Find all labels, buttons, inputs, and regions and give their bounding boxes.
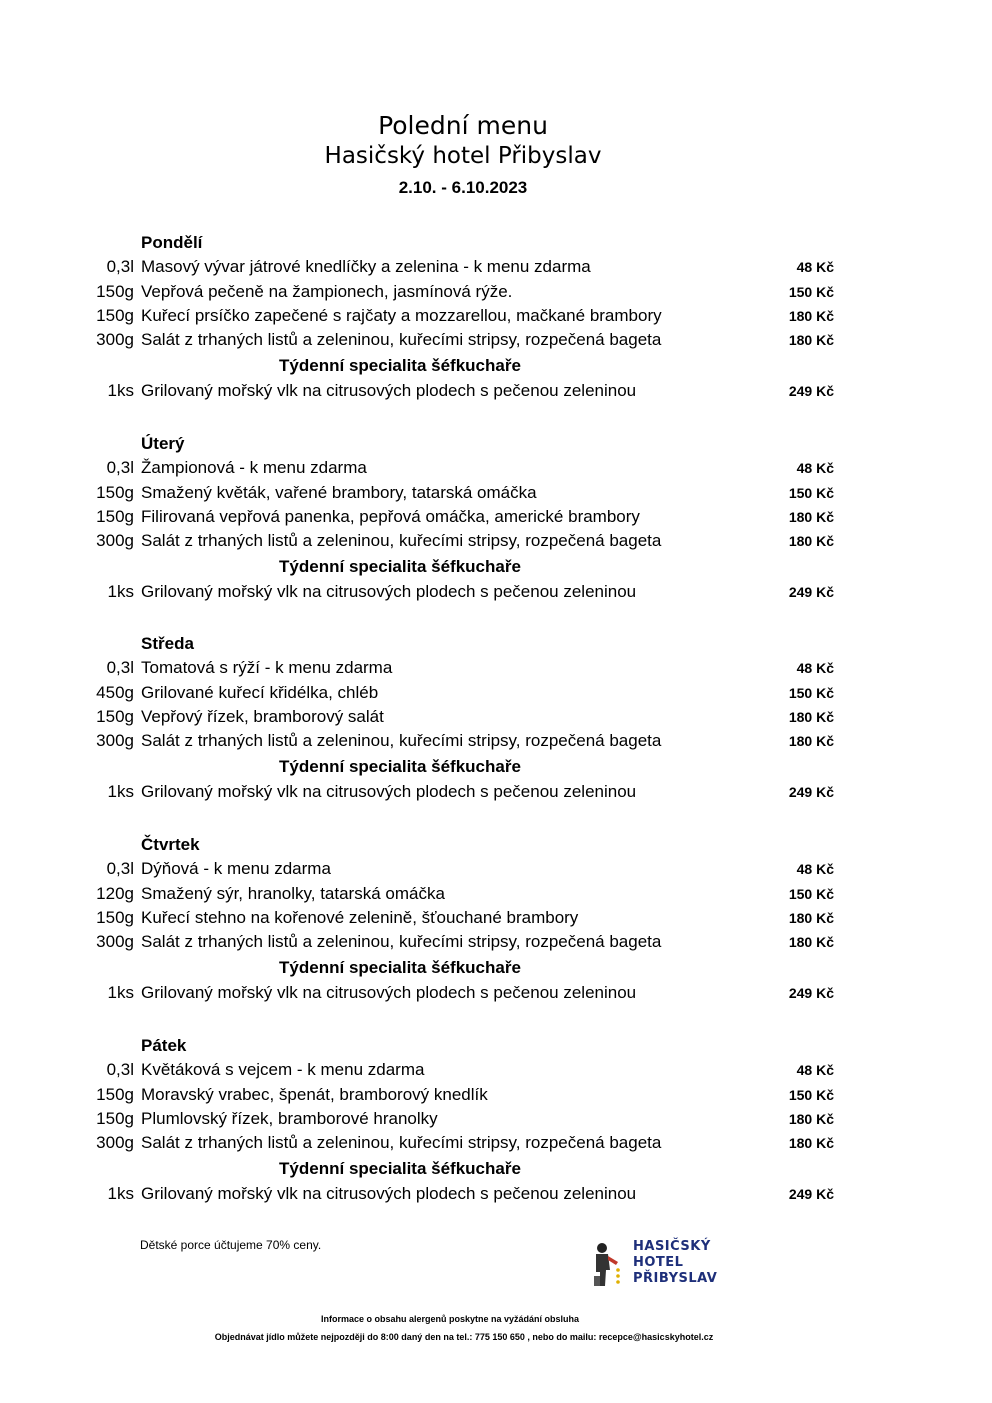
day-section <box>0 233 992 409</box>
weekly-special-label: Týdenní specialita šéfkuchaře <box>279 757 521 776</box>
children-portion-note: Dětské porce účtujeme 70% ceny. <box>140 1238 322 1252</box>
item-price: 150 Kč <box>788 1087 834 1103</box>
day-section <box>0 634 992 810</box>
item-quantity: 0,3l <box>106 458 134 477</box>
item-price: 249 Kč <box>788 383 834 399</box>
item-price: 150 Kč <box>788 485 834 501</box>
day-name: Úterý <box>141 434 185 453</box>
item-price: 180 Kč <box>788 934 834 950</box>
logo-line: HASIČSKÝ <box>633 1239 711 1254</box>
item-name: Květáková s vejcem - k menu zdarma <box>141 1060 425 1079</box>
item-quantity: 300g <box>96 1133 134 1152</box>
menu-item-row <box>0 381 992 403</box>
weekly-special-label: Týdenní specialita šéfkuchaře <box>279 1159 521 1178</box>
item-name: Grilovaný mořský vlk na citrusových plodech s pečenou zeleninou <box>141 782 637 801</box>
item-name: Grilovaný mořský vlk na citrusových plodech s pečenou zeleninou <box>141 582 637 601</box>
item-price: 180 Kč <box>788 1135 834 1151</box>
menu-item-row <box>0 507 992 529</box>
menu-item-row <box>0 531 992 553</box>
hotel-name: Hasičský hotel Přibyslav <box>324 143 602 169</box>
menu-item-row <box>0 859 992 881</box>
logo-line: PŘIBYSLAV <box>633 1271 718 1286</box>
item-price: 180 Kč <box>788 533 834 549</box>
menu-item-row <box>0 884 992 906</box>
menu-item-row <box>0 731 992 753</box>
item-price: 48 Kč <box>796 861 834 877</box>
order-info: Objednávat jídlo můžete nejpozději do 8:00 daný den na tel.: 775 150 650 , nebo do mailu: recepce@hasicskyhotel.cz <box>214 1332 714 1342</box>
item-name: Salát z trhaných listů a zeleninou, kuřecími stripsy, rozpečená bageta <box>141 932 662 951</box>
item-price: 249 Kč <box>788 784 834 800</box>
item-name: Dýňová - k menu zdarma <box>141 859 331 878</box>
item-name: Smažený sýr, hranolky, tatarská omáčka <box>141 884 445 903</box>
page-title: Polední menu <box>378 111 548 140</box>
item-name: Masový vývar játrové knedlíčky a zelenina - k menu zdarma <box>141 257 591 276</box>
item-price: 249 Kč <box>788 985 834 1001</box>
menu-dates: 2.10. - 6.10.2023 <box>398 178 528 197</box>
day-name: Pondělí <box>141 233 203 252</box>
menu-item-row <box>0 306 992 328</box>
item-price: 180 Kč <box>788 733 834 749</box>
item-name: Grilovaný mořský vlk na citrusových plodech s pečenou zeleninou <box>141 381 637 400</box>
menu-item-row <box>0 282 992 304</box>
menu-item-row <box>0 707 992 729</box>
item-price: 48 Kč <box>796 1062 834 1078</box>
weekly-special-label: Týdenní specialita šéfkuchaře <box>279 958 521 977</box>
item-name: Salát z trhaných listů a zeleninou, kuřecími stripsy, rozpečená bageta <box>141 330 662 349</box>
item-quantity: 150g <box>96 1085 134 1104</box>
day-name: Pátek <box>141 1036 187 1055</box>
item-name: Salát z trhaných listů a zeleninou, kuřecími stripsy, rozpečená bageta <box>141 731 662 750</box>
item-price: 249 Kč <box>788 1186 834 1202</box>
weekly-special-label: Týdenní specialita šéfkuchaře <box>279 557 521 576</box>
item-quantity: 1ks <box>107 782 134 801</box>
item-price: 180 Kč <box>788 509 834 525</box>
firefighter-icon <box>588 1240 628 1290</box>
logo-text <box>633 1239 717 1287</box>
menu-item-row <box>0 1133 992 1155</box>
item-price: 180 Kč <box>788 1111 834 1127</box>
menu-item-row <box>0 683 992 705</box>
item-quantity: 1ks <box>107 582 134 601</box>
menu-item-row <box>0 1109 992 1131</box>
menu-item-row <box>0 1060 992 1082</box>
item-quantity: 1ks <box>107 983 134 1002</box>
menu-item-row <box>0 458 992 480</box>
allergen-info: Informace o obsahu alergenů poskytne na vyžádání obsluha <box>320 1314 580 1324</box>
item-quantity: 120g <box>96 884 134 903</box>
menu-item-row <box>0 483 992 505</box>
item-quantity: 0,3l <box>106 1060 134 1079</box>
item-price: 48 Kč <box>796 259 834 275</box>
day-name: Středa <box>141 634 194 653</box>
day-section <box>0 1036 992 1212</box>
item-name: Salát z trhaných listů a zeleninou, kuřecími stripsy, rozpečená bageta <box>141 531 662 550</box>
item-quantity: 450g <box>96 683 134 702</box>
item-price: 150 Kč <box>788 685 834 701</box>
item-price: 150 Kč <box>788 886 834 902</box>
item-quantity: 1ks <box>107 1184 134 1203</box>
item-name: Grilovaný mořský vlk na citrusových plodech s pečenou zeleninou <box>141 983 637 1002</box>
item-quantity: 300g <box>96 531 134 550</box>
item-name: Moravský vrabec, špenát, bramborový knedlík <box>141 1085 488 1104</box>
item-name: Smažený květák, vařené brambory, tatarská omáčka <box>141 483 537 502</box>
item-name: Kuřecí prsíčko zapečené s rajčaty a mozzarellou, mačkané brambory <box>141 306 662 325</box>
menu-item-row <box>0 1184 992 1206</box>
item-name: Tomatová s rýží - k menu zdarma <box>141 658 393 677</box>
item-quantity: 150g <box>96 306 134 325</box>
item-quantity: 150g <box>96 282 134 301</box>
item-quantity: 0,3l <box>106 257 134 276</box>
weekly-special-label: Týdenní specialita šéfkuchaře <box>279 356 521 375</box>
item-price: 180 Kč <box>788 332 834 348</box>
item-quantity: 150g <box>96 707 134 726</box>
menu-item-row <box>0 908 992 930</box>
hotel-logo <box>588 1238 758 1290</box>
logo-line: HOTEL <box>633 1255 684 1270</box>
item-quantity: 150g <box>96 483 134 502</box>
item-quantity: 300g <box>96 932 134 951</box>
item-name: Vepřová pečeně na žampionech, jasmínová rýže. <box>141 282 513 301</box>
menu-item-row <box>0 330 992 352</box>
day-section <box>0 434 992 610</box>
item-quantity: 1ks <box>107 381 134 400</box>
item-quantity: 150g <box>96 1109 134 1128</box>
item-quantity: 0,3l <box>106 658 134 677</box>
item-price: 180 Kč <box>788 709 834 725</box>
menu-item-row <box>0 782 992 804</box>
item-name: Filirovaná vepřová panenka, pepřová omáčka, americké brambory <box>141 507 640 526</box>
item-price: 150 Kč <box>788 284 834 300</box>
item-quantity: 0,3l <box>106 859 134 878</box>
menu-item-row <box>0 983 992 1005</box>
item-name: Salát z trhaných listů a zeleninou, kuřecími stripsy, rozpečená bageta <box>141 1133 662 1152</box>
item-price: 180 Kč <box>788 910 834 926</box>
menu-item-row <box>0 257 992 279</box>
item-price: 48 Kč <box>796 460 834 476</box>
menu-item-row <box>0 582 992 604</box>
item-quantity: 150g <box>96 507 134 526</box>
item-name: Plumlovský řízek, bramborové hranolky <box>141 1109 438 1128</box>
item-quantity: 300g <box>96 330 134 349</box>
item-price: 180 Kč <box>788 308 834 324</box>
item-price: 249 Kč <box>788 584 834 600</box>
menu-item-row <box>0 932 992 954</box>
day-section <box>0 835 992 1011</box>
item-name: Grilované kuřecí křidélka, chléb <box>141 683 379 702</box>
item-name: Kuřecí stehno na kořenové zelenině, šťouchané brambory <box>141 908 579 927</box>
item-price: 48 Kč <box>796 660 834 676</box>
item-name: Grilovaný mořský vlk na citrusových plodech s pečenou zeleninou <box>141 1184 637 1203</box>
item-quantity: 300g <box>96 731 134 750</box>
menu-item-row <box>0 658 992 680</box>
item-name: Vepřový řízek, bramborový salát <box>141 707 384 726</box>
item-name: Žampionová - k menu zdarma <box>141 458 367 477</box>
day-name: Čtvrtek <box>141 835 200 854</box>
menu-item-row <box>0 1085 992 1107</box>
item-quantity: 150g <box>96 908 134 927</box>
